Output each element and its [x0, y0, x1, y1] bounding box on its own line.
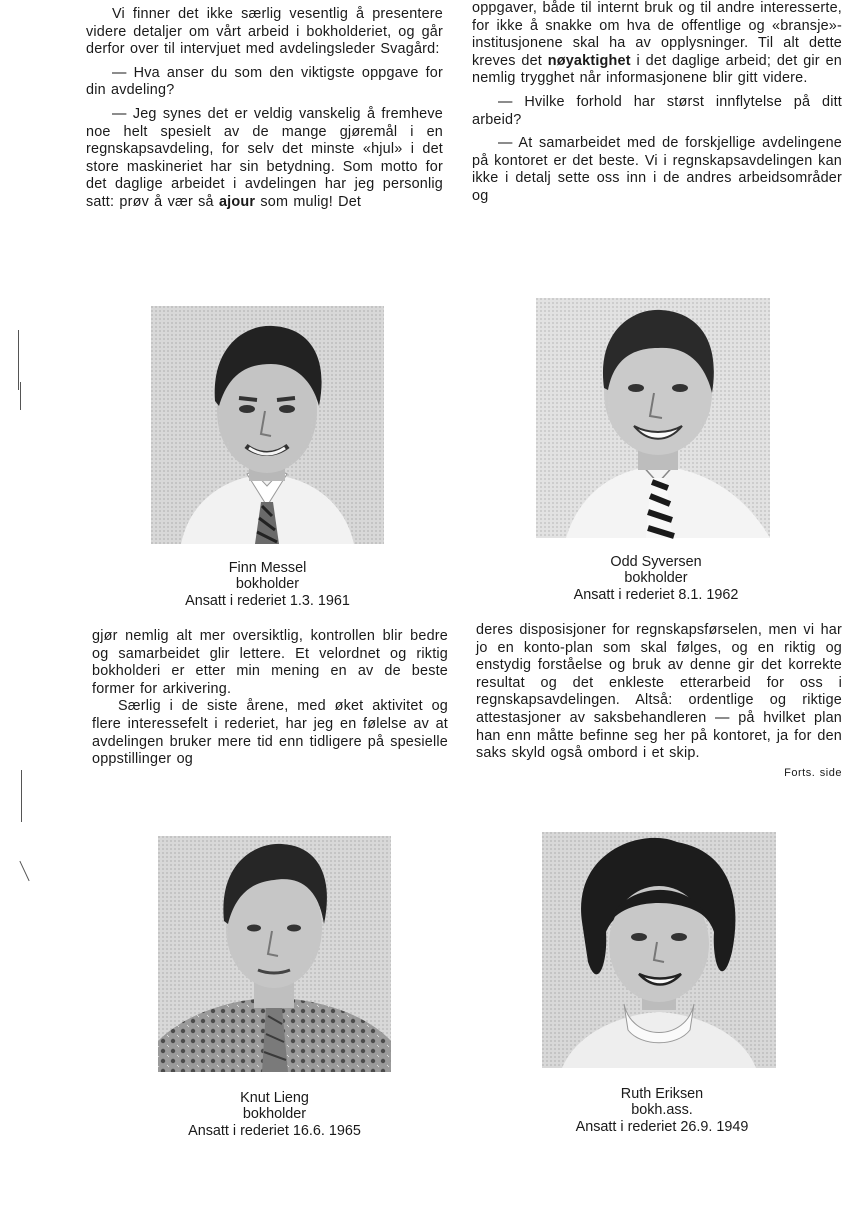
portrait-man-icon	[158, 836, 391, 1072]
paragraph: Særlig i de siste årene, med øket aktivitet og flere interessefelt i rederiet, har jeg en følelse av at avdelingen bruker mere tid enn tidligere på spesielle oppstillinger og	[92, 698, 448, 768]
continued-on-page-note: Forts. side	[784, 766, 842, 779]
article-column-bottom-left	[92, 628, 448, 769]
portrait-photo-knut-lieng	[158, 836, 391, 1072]
person-title: bokholder	[624, 570, 688, 587]
employment-date: Ansatt i rederiet 8.1. 1962	[573, 586, 739, 603]
paragraph: gjør nemlig alt mer oversiktlig, kontrollen blir bedre og samarbeidet glir lettere. Et velordnet og riktig bokholderi er etter min mening en av de beste former for arkivering.	[92, 628, 448, 697]
employment-date: Ansatt i rederiet 26.9. 1949	[575, 1118, 749, 1135]
paragraph: deres disposisjoner for regnskapsførselen, men vi har jo en konto-plan som skal følges, og en riktig og enstydig forståelse og bruk av denne gir det korrekte resultat og det enkleste etterarbeid for oss i regnskapsavdelingen. Altså: ordentlige og riktige attestasjoner av saksbehandleren — på hvilket plan han enn måtte befinne seg her på kontoret, ja for den saks skyld også ombord i et skip.	[476, 622, 842, 762]
paragraph: oppgaver, både til internt bruk og til andre interesserte, for ikke å snakke om hva de offentlige og «bransje»-institusjonene skal ha av opplysninger. Til alt dette kreves det nøyaktighet i det daglige arbeid; det gir en nemlig trygghet når informasjonene blir gitt videre.	[472, 0, 842, 87]
person-title: bokholder	[235, 576, 300, 593]
portrait-photo-ruth-eriksen	[542, 832, 776, 1068]
person-title: bokh.ass.	[631, 1102, 693, 1119]
scan-artifact	[18, 330, 19, 390]
photo-caption-odd-syversen	[536, 554, 776, 603]
scan-artifact	[20, 382, 21, 410]
portrait-photo-finn-messel	[151, 306, 384, 544]
article-column-top-right	[472, 0, 842, 206]
interview-question: — Hva anser du som den viktigste oppgave for din avdeling?	[86, 64, 443, 99]
photo-caption-ruth-eriksen	[542, 1086, 782, 1135]
scan-artifact	[19, 861, 29, 881]
paragraph: Vi finner det ikke særlig vesentlig å presentere videre detaljer om vårt arbeid i bokholderiet, og går derfor over til intervjuet med avdelingsleder Svagård:	[86, 6, 443, 58]
interview-answer: — Jeg synes det er veldig vanskelig å fremheve noe helt spesielt av de mange gjøremål i en regnskapsavdeling, for selv det minste «hjul» i det store maskineriet har sin betydning. Som motto for det daglige arbeidet i avdelingen har jeg personlig satt: prøv å vær så ajour som mulig! Det	[86, 105, 443, 210]
person-name: Finn Messel	[228, 560, 307, 576]
person-name: Knut Lieng	[240, 1090, 309, 1106]
article-column-bottom-right	[476, 622, 842, 782]
employment-date: Ansatt i rederiet 1.3. 1961	[185, 592, 350, 609]
interview-question: — Hvilke forhold har størst innflytelse på ditt arbeid?	[472, 93, 842, 128]
employment-date: Ansatt i rederiet 16.6. 1965	[188, 1122, 361, 1139]
article-column-top-left	[86, 6, 443, 212]
scan-artifact	[21, 770, 22, 822]
portrait-man-icon	[536, 298, 770, 538]
emphasis-noyaktighet: nøyaktighet	[547, 52, 631, 69]
photo-caption-finn-messel	[151, 560, 384, 609]
person-name: Odd Syversen	[610, 554, 702, 570]
portrait-woman-icon	[542, 832, 776, 1068]
person-name: Ruth Eriksen	[620, 1086, 704, 1102]
portrait-man-icon	[151, 306, 384, 544]
photo-caption-knut-lieng	[158, 1090, 391, 1139]
emphasis-ajour: ajour	[218, 193, 256, 210]
portrait-photo-odd-syversen	[536, 298, 770, 538]
interview-answer: — At samarbeidet med de forskjellige avdelingene på kontoret er det beste. Vi i regnskapsavdelingen kan ikke i detalj sette oss inn i de andres arbeidsområder og	[472, 135, 842, 204]
person-title: bokholder	[242, 1106, 307, 1123]
